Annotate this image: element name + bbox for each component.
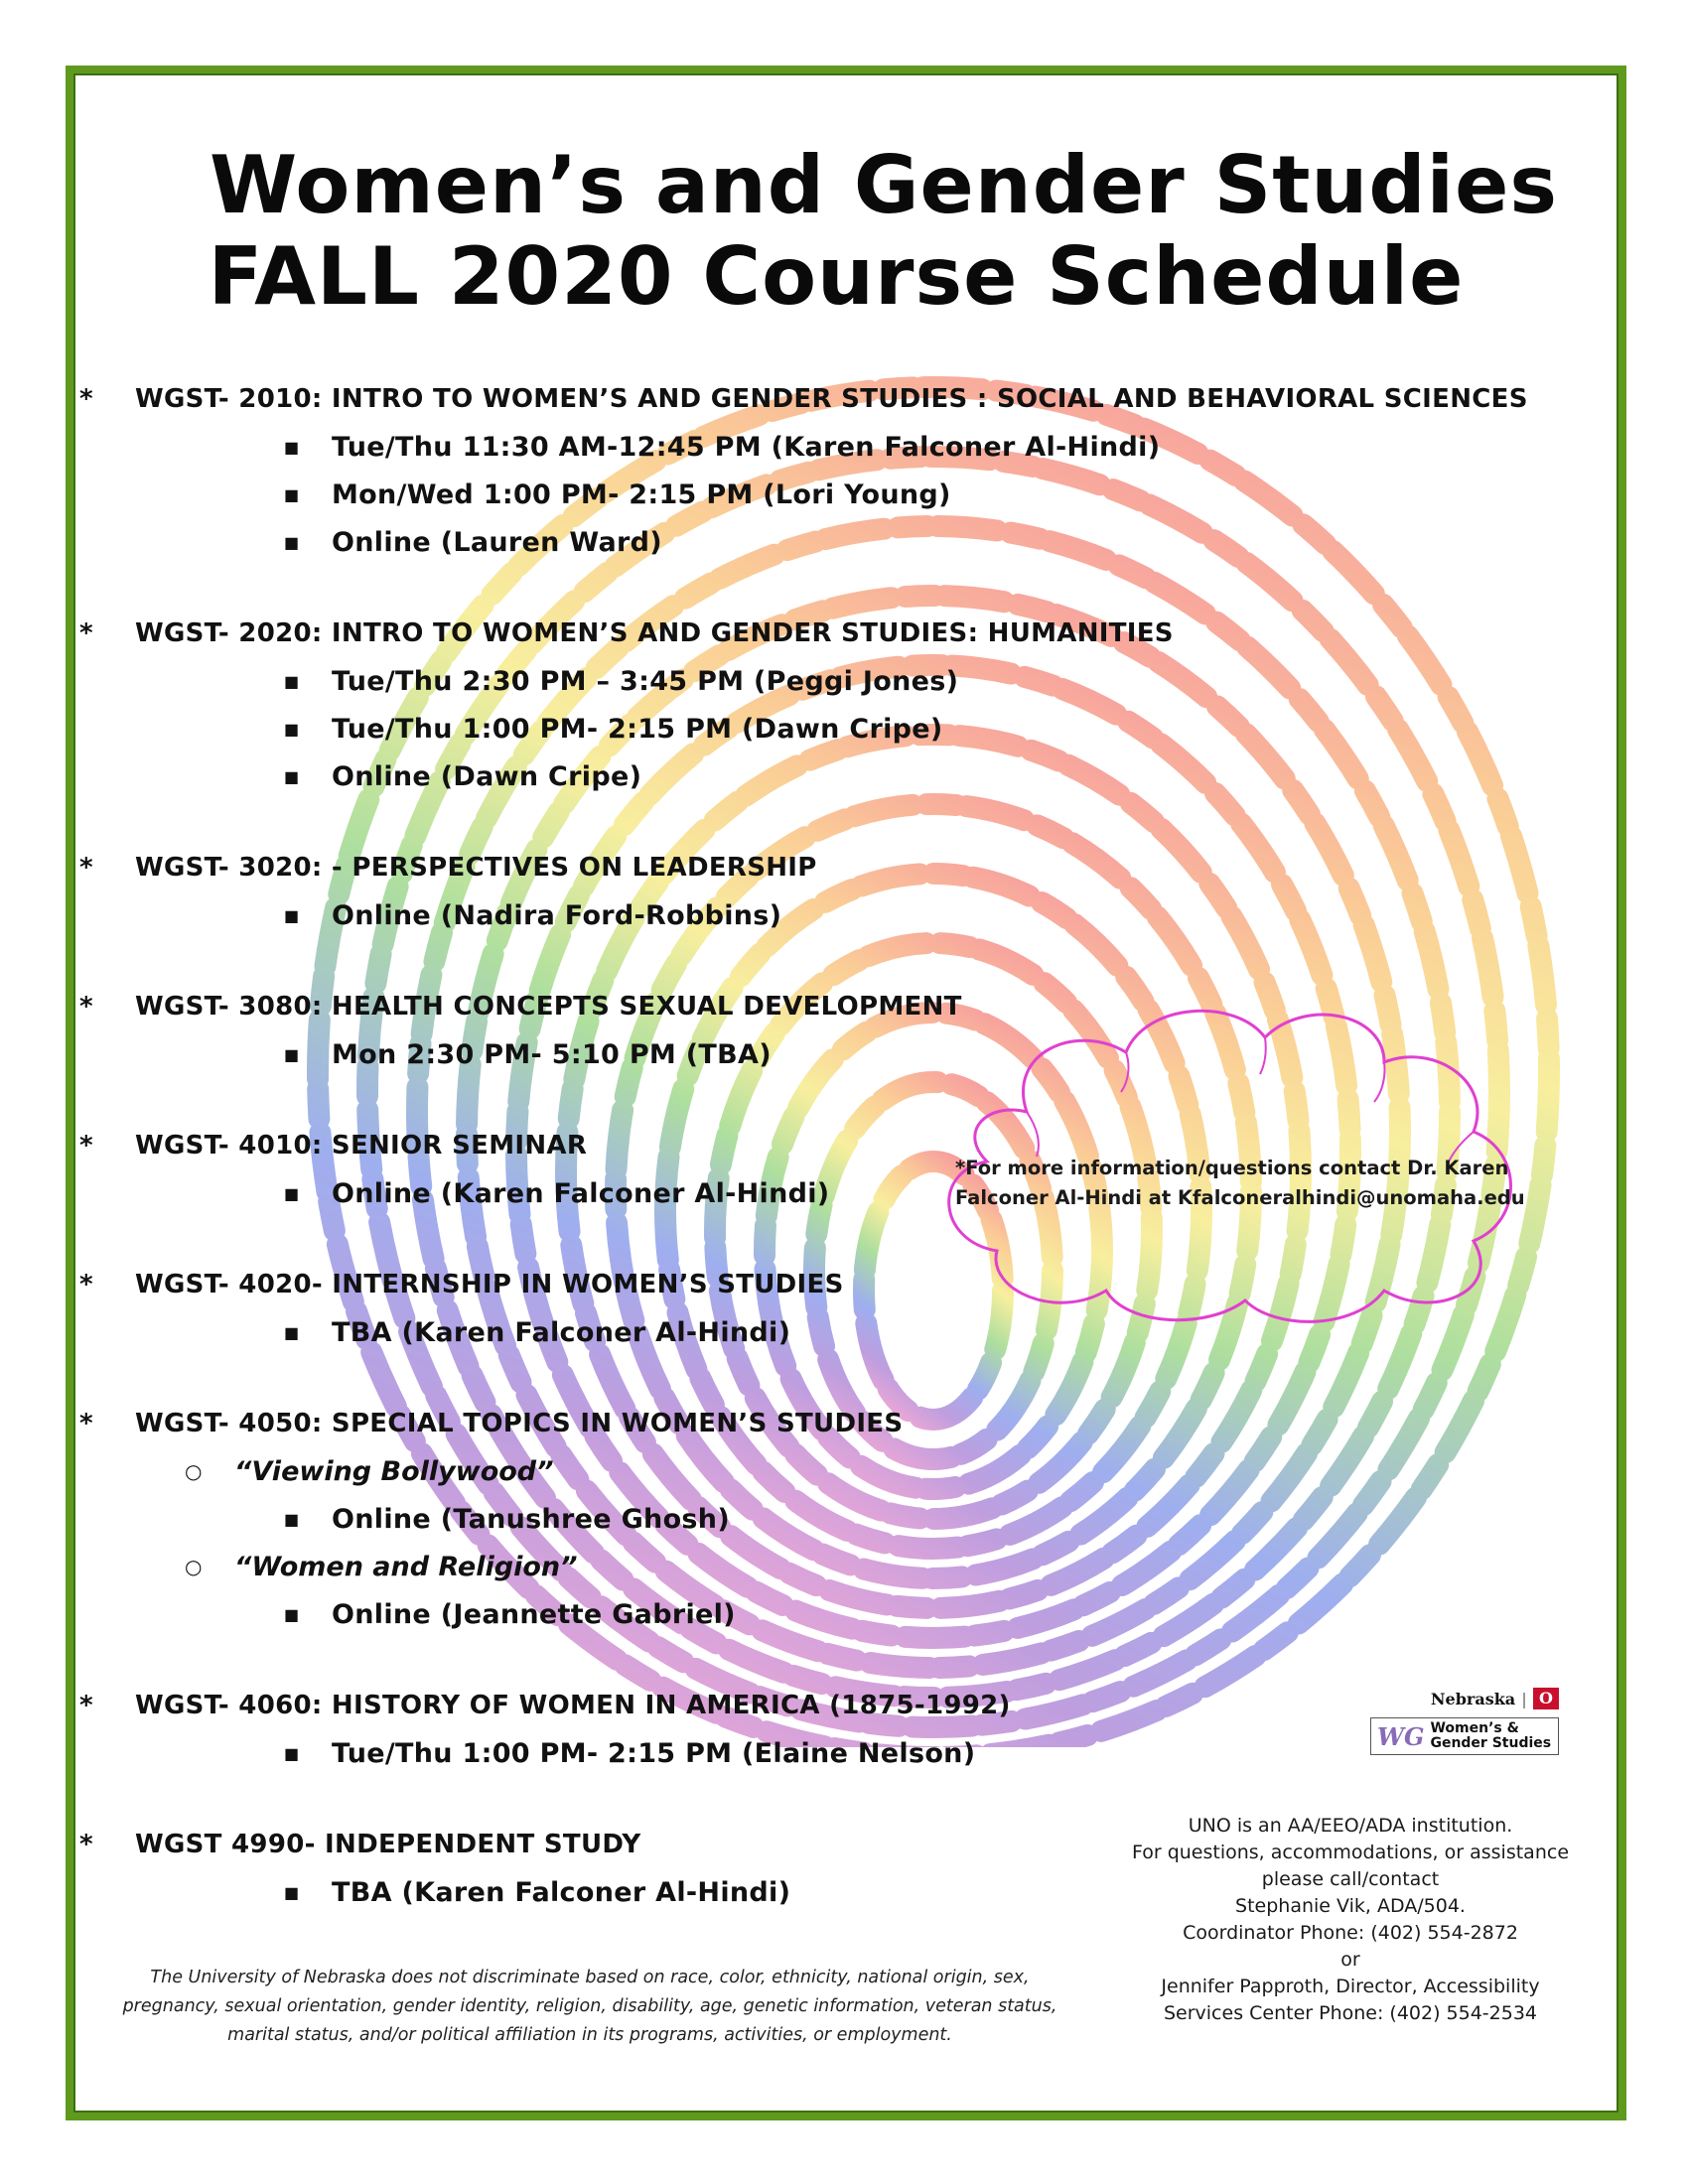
asterisk-icon: * — [79, 1409, 93, 1438]
course-title: WGST- 2020: INTRO TO WOMEN’S AND GENDER STUDIES: HUMANITIES — [135, 618, 1174, 648]
course-item — [79, 844, 1569, 939]
section-text: Tue/Thu 2:30 PM – 3:45 PM (Peggi Jones) — [332, 665, 959, 697]
square-bullet-icon: ■ — [284, 1044, 300, 1064]
section-text: Online (Dawn Cripe) — [332, 760, 642, 792]
circle-bullet-icon: ○ — [185, 1555, 203, 1578]
section-text: TBA (Karen Falconer Al-Hindi) — [332, 1316, 791, 1348]
square-bullet-icon: ■ — [284, 1322, 300, 1342]
section-item — [79, 1590, 1569, 1638]
course-title: WGST- 3020: - PERSPECTIVES ON LEADERSHIP — [135, 853, 817, 883]
section-item — [79, 705, 1569, 752]
section-text: Online (Karen Falconer Al-Hindi) — [332, 1177, 830, 1209]
section-item — [79, 471, 1569, 518]
contact-line: please call/contact — [1261, 1868, 1440, 1890]
section-text: Tue/Thu 1:00 PM- 2:15 PM (Dawn Cripe) — [332, 713, 943, 745]
wgs-logo-line-1: Women’s & — [1430, 1720, 1519, 1736]
square-bullet-icon: ■ — [284, 1743, 300, 1763]
section-text: Online (Tanushree Ghosh) — [332, 1503, 730, 1535]
contact-line: Stephanie Vik, ADA/504. — [1235, 1895, 1466, 1917]
contact-line: Services Center Phone: (402) 554-2534 — [1163, 2002, 1538, 2024]
course-title: WGST- 4060: HISTORY OF WOMEN IN AMERICA (1875-1992) — [135, 1691, 1011, 1720]
nebraska-wordmark: Nebraska — [1430, 1689, 1516, 1708]
section-item — [79, 891, 1569, 939]
topic-name: “Viewing Bollywood” — [234, 1455, 554, 1487]
section-text: Tue/Thu 1:00 PM- 2:15 PM (Elaine Nelson) — [332, 1737, 976, 1769]
section-text: Online (Jeannette Gabriel) — [332, 1598, 736, 1630]
wgs-logo-line-2: Gender Studies — [1430, 1735, 1552, 1751]
asterisk-icon: * — [79, 1691, 93, 1720]
section-text: Tue/Thu 11:30 AM-12:45 PM (Karen Falconer Al-Hindi) — [332, 431, 1161, 463]
university-logos — [1370, 1688, 1559, 1755]
wgs-logo — [1370, 1717, 1559, 1755]
course-item — [79, 375, 1569, 566]
course-title: WGST- 4020- INTERNSHIP IN WOMEN’S STUDIES — [135, 1270, 844, 1299]
accessibility-contact — [1112, 1813, 1589, 2027]
section-item — [79, 423, 1569, 471]
asterisk-icon: * — [79, 384, 93, 414]
cloud-note-line-2: Falconer Al-Hindi at Kfalconeralhindi@unomaha.edu — [955, 1186, 1525, 1209]
nebraska-omaha-logo: Nebraska | O — [1370, 1688, 1559, 1709]
asterisk-icon: * — [79, 992, 93, 1022]
topic-item — [79, 1543, 1569, 1590]
square-bullet-icon: ■ — [284, 1509, 300, 1529]
course-title: WGST- 2010: INTRO TO WOMEN’S AND GENDER STUDIES : SOCIAL AND BEHAVIORAL SCIENCES — [135, 384, 1528, 414]
section-text: Online (Lauren Ward) — [332, 526, 662, 558]
square-bullet-icon: ■ — [284, 719, 300, 739]
asterisk-icon: * — [79, 853, 93, 883]
section-item — [79, 752, 1569, 800]
section-item — [79, 1729, 1569, 1777]
course-item — [79, 610, 1569, 800]
asterisk-icon: * — [79, 1830, 93, 1859]
square-bullet-icon: ■ — [284, 532, 300, 552]
course-title: WGST- 4010: SENIOR SEMINAR — [135, 1131, 588, 1160]
contact-line: UNO is an AA/EEO/ADA institution. — [1188, 1815, 1513, 1837]
square-bullet-icon: ■ — [284, 1882, 300, 1902]
page-title-line-1: Women’s and Gender Studies — [210, 139, 1558, 231]
section-text: Mon 2:30 PM- 5:10 PM (TBA) — [332, 1038, 772, 1070]
course-title: WGST- 3080: HEALTH CONCEPTS SEXUAL DEVELOPMENT — [135, 992, 962, 1022]
cloud-note-line-1: *For more information/questions contact Dr. Karen — [955, 1157, 1509, 1179]
square-bullet-icon: ■ — [284, 437, 300, 457]
wgs-monogram: WG — [1377, 1721, 1425, 1751]
square-bullet-icon: ■ — [284, 671, 300, 691]
contact-line: For questions, accommodations, or assistance — [1131, 1842, 1570, 1863]
square-bullet-icon: ■ — [284, 905, 300, 925]
asterisk-icon: * — [79, 618, 93, 648]
nondiscrimination-statement: The University of Nebraska does not discriminate based on race, color, ethnicity, national origin, sex, pregnancy, sexual orientation, gender identity, religion, disability, age, genetic information, veteran status, marital status, and/or political affiliation in its programs, activities, or employment. — [122, 1968, 1057, 2045]
square-bullet-icon: ■ — [284, 766, 300, 786]
section-item — [79, 657, 1569, 705]
section-item — [79, 518, 1569, 566]
contact-line: Jennifer Papproth, Director, Accessibility — [1161, 1976, 1540, 1997]
unomaha-o-logo: O — [1533, 1688, 1559, 1709]
contact-line: or — [1340, 1949, 1360, 1971]
square-bullet-icon: ■ — [284, 1183, 300, 1203]
page-title-line-2: FALL 2020 Course Schedule — [208, 230, 1465, 323]
contact-line: Coordinator Phone: (402) 554-2872 — [1183, 1922, 1518, 1944]
topic-name: “Women and Religion” — [234, 1551, 578, 1582]
section-text: Online (Nadira Ford-Robbins) — [332, 899, 782, 931]
course-item — [79, 1682, 1569, 1777]
section-text: Mon/Wed 1:00 PM- 2:15 PM (Lori Young) — [332, 478, 951, 510]
section-text: TBA (Karen Falconer Al-Hindi) — [332, 1876, 791, 1908]
cloud-note — [955, 1154, 1551, 1213]
asterisk-icon: * — [79, 1131, 93, 1160]
course-item — [79, 1400, 1569, 1638]
course-title: WGST- 4050: SPECIAL TOPICS IN WOMEN’S STUDIES — [135, 1409, 904, 1438]
square-bullet-icon: ■ — [284, 484, 300, 504]
circle-bullet-icon: ○ — [185, 1459, 203, 1483]
asterisk-icon: * — [79, 1270, 93, 1299]
course-title: WGST 4990- INDEPENDENT STUDY — [135, 1830, 641, 1859]
square-bullet-icon: ■ — [284, 1604, 300, 1624]
section-item — [79, 1495, 1569, 1543]
topic-item — [79, 1447, 1569, 1495]
